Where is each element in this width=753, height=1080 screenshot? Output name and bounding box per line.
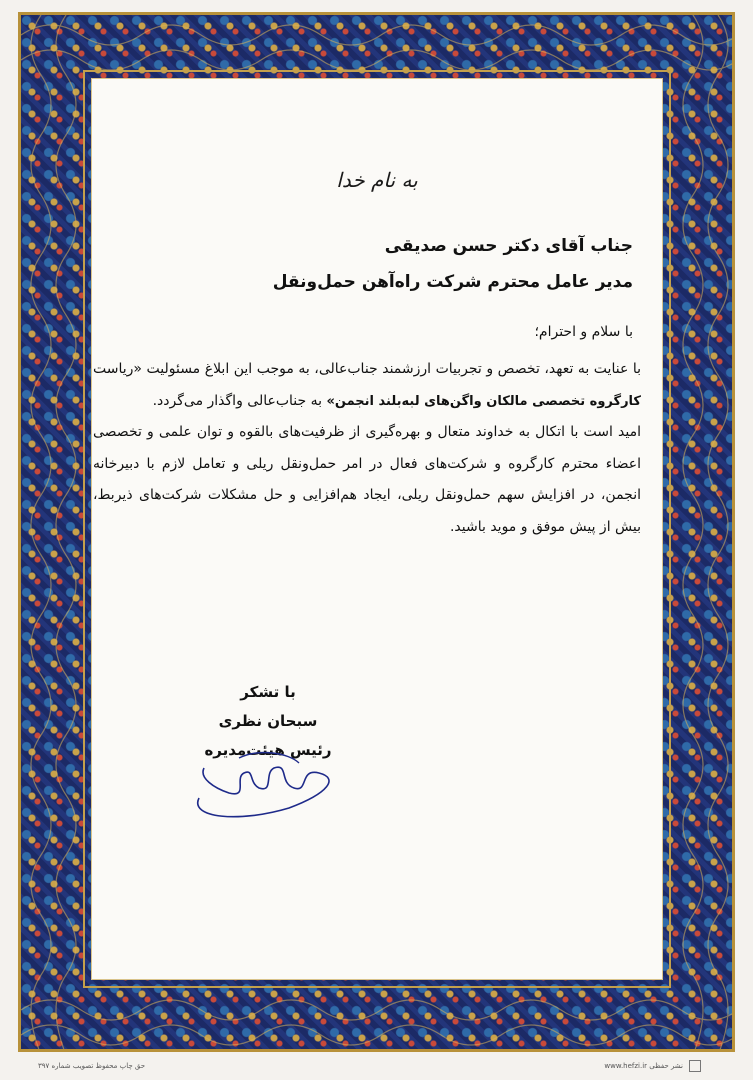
paragraph-2: امید است با اتکال به خداوند متعال و بهره‌گیری از ظرفیت‌های بالقوه و توان علمی و تخصصی اعضاء محترم کارگروه و شرکت‌های فعال در امر حمل‌ونقل ریلی و تعامل لازم با دبیرخانه انجمن، در افزایش سهم حمل‌ونقل ریلی، ایجاد هم‌افزایی و حل مشکلات شرکت‌های ذیربط، بیش از پیش موفق و موید باشید. xyxy=(93,424,641,535)
closing-thanks: با تشکر xyxy=(240,683,296,701)
letter-body xyxy=(93,354,641,543)
publisher-text: نشر حفظی www.hefzi.ir xyxy=(604,1062,683,1070)
signer-name: سبحان نظری xyxy=(218,712,318,730)
letter-paper xyxy=(91,78,663,980)
paragraph-1-text: با عنایت به تعهد، تخصص و تجربیات ارزشمند جناب‌عالی، به موجب این ابلاغ مسئولیت «ریاست xyxy=(93,361,641,377)
recipient-title: مدیر عامل محترم شرکت راه‌آهن حمل‌ونقل xyxy=(272,272,633,292)
letter-content xyxy=(91,78,663,980)
greeting: با سلام و احترام؛ xyxy=(534,324,633,340)
recipient-name: جناب آقای دکتر حسن صدیقی xyxy=(384,236,633,256)
paragraph-1-end: به جناب‌عالی واگذار می‌گردد. xyxy=(152,392,327,409)
copyright-text: حق چاپ محفوظ تصویب شماره ۳۹۷ xyxy=(38,1062,146,1070)
invocation-heading: به نام خدا xyxy=(336,168,418,192)
working-group-name: کارگروه تخصصی مالکان واگن‌های لبه‌بلند انجمن» xyxy=(326,393,641,409)
paragraph-1 xyxy=(93,354,641,417)
publisher-logo-icon xyxy=(689,1060,701,1072)
handwritten-signature xyxy=(179,738,349,828)
recipient-block xyxy=(273,228,633,300)
signer-title: رئیس هیئت‌مدیره xyxy=(204,741,332,759)
page-footer xyxy=(0,1060,753,1076)
